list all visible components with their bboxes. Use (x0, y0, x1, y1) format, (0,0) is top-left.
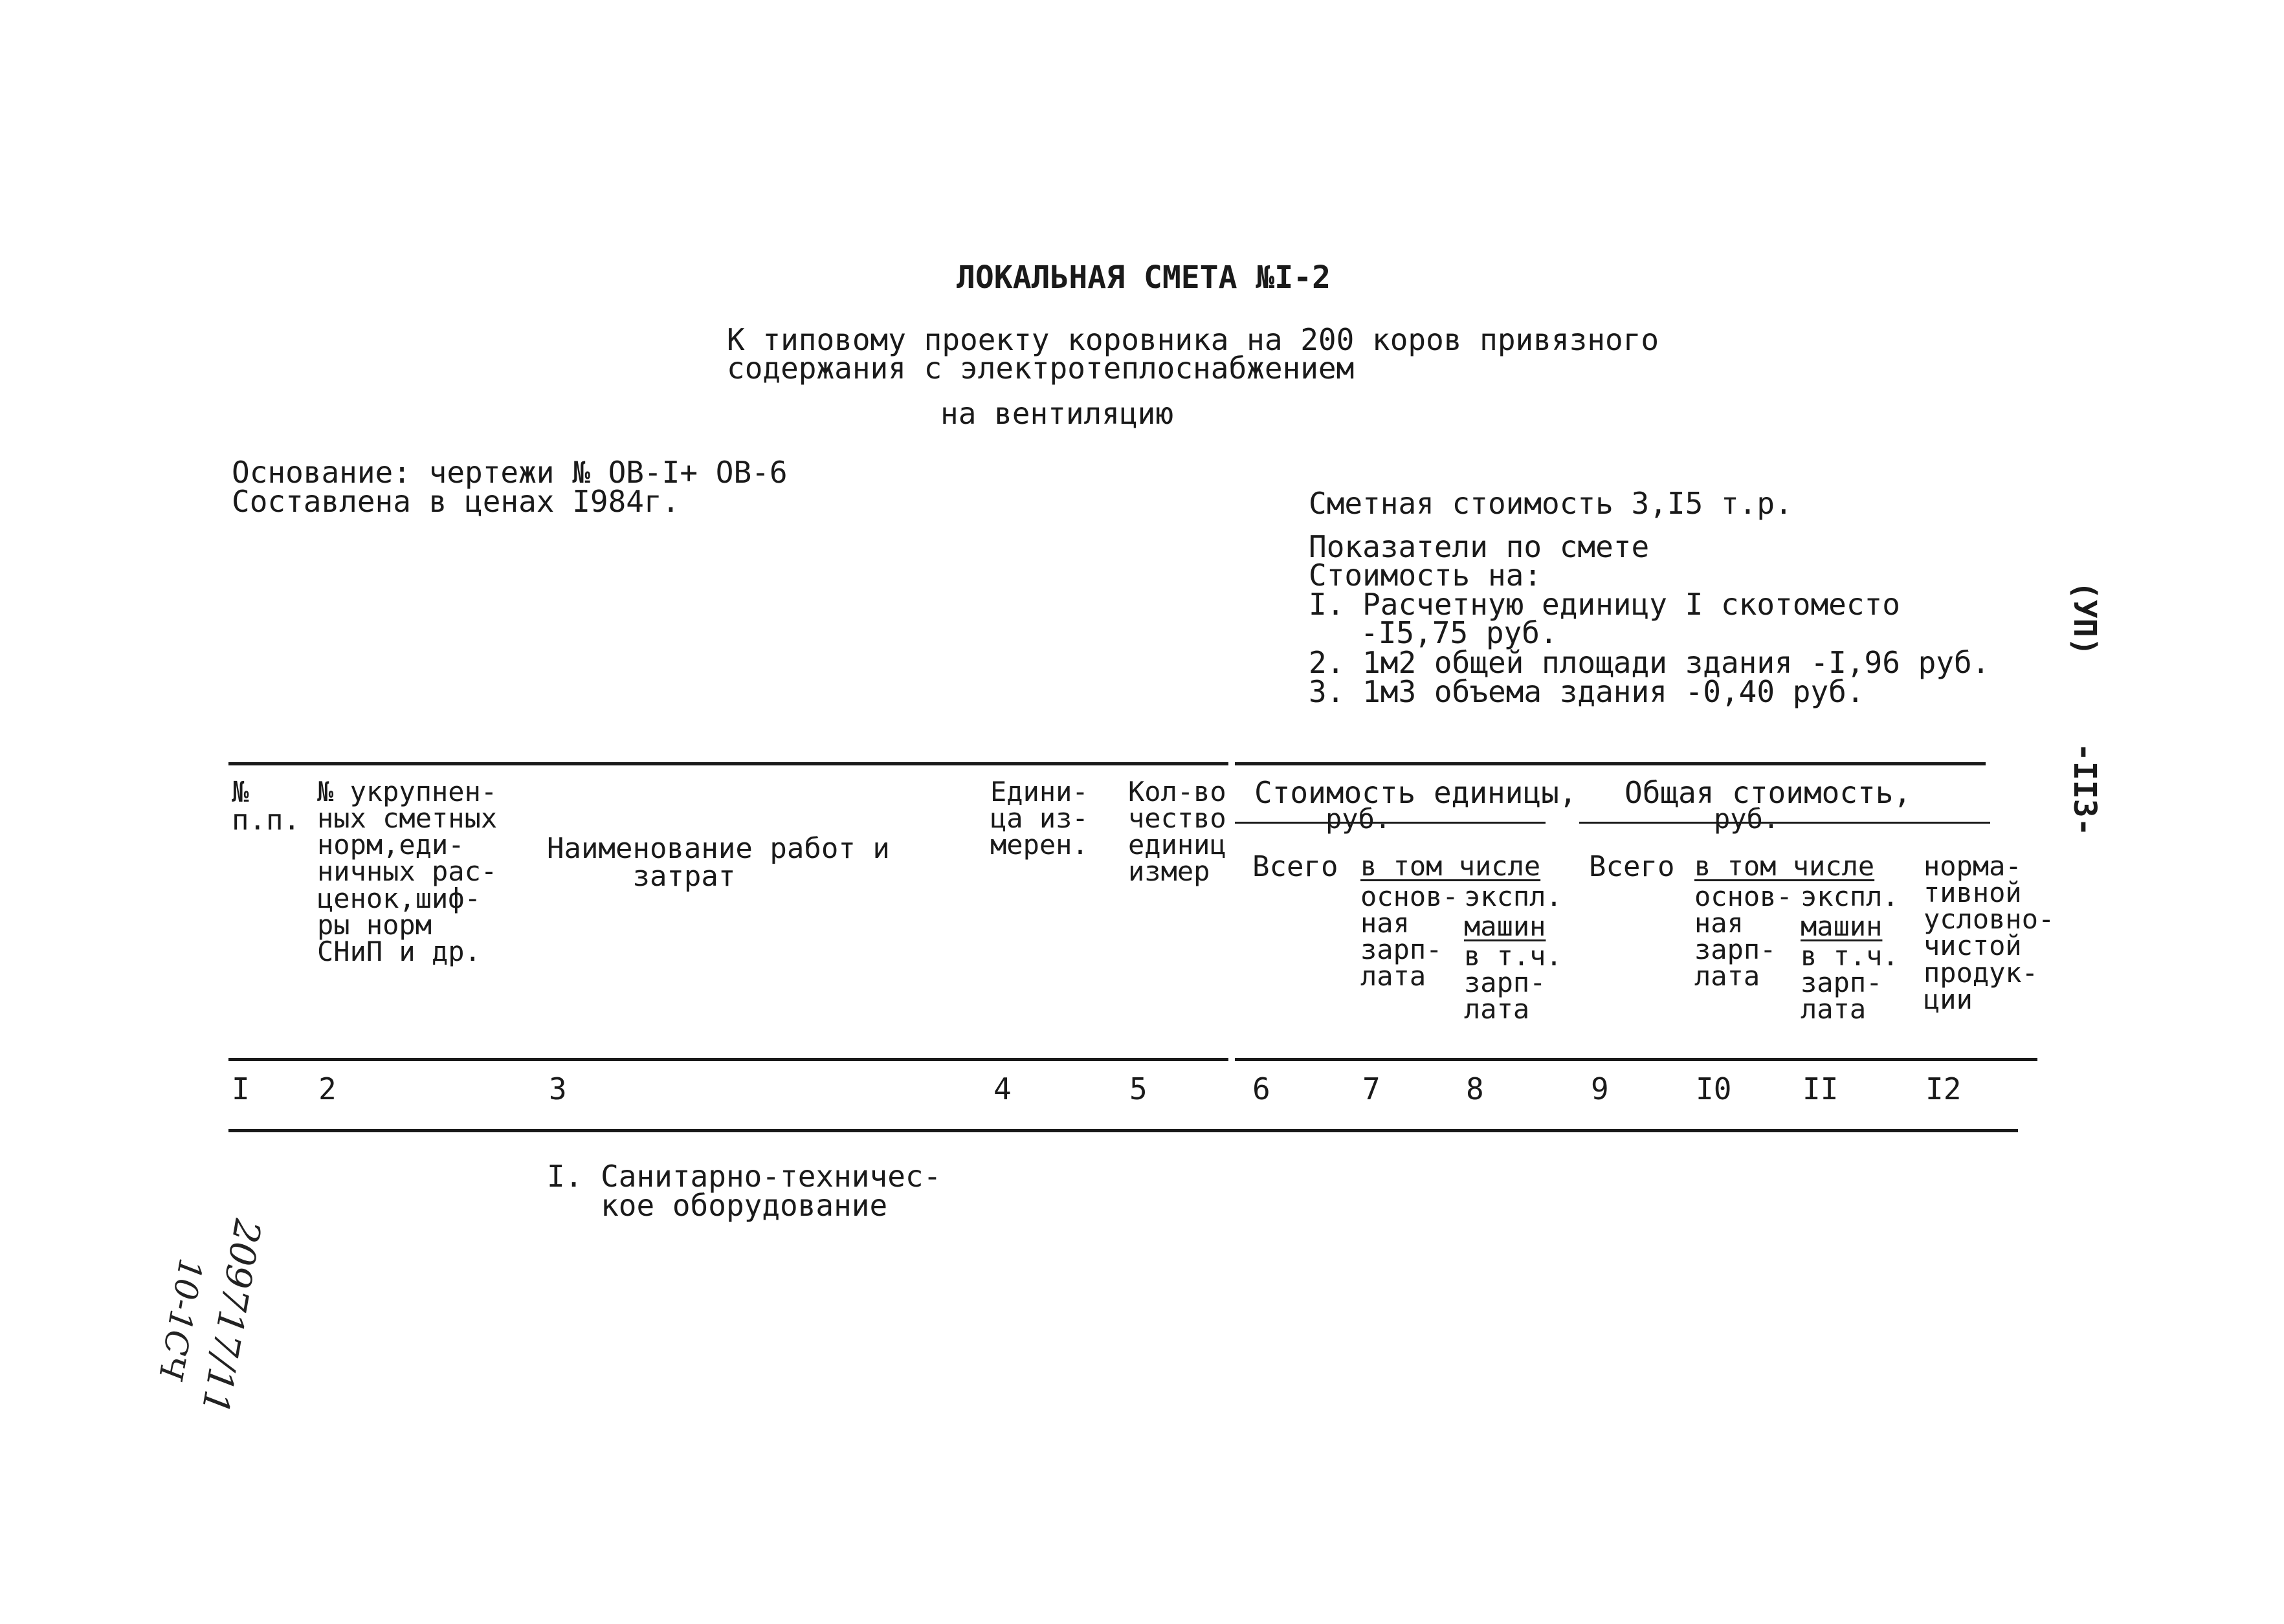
col-num-10: I0 (1696, 1071, 1732, 1106)
col-num-6: 6 (1252, 1071, 1270, 1106)
col-num-3: 3 (549, 1071, 567, 1106)
unit-cost-machine-header: экспл. (1464, 881, 1562, 912)
table-top-rule-right (1235, 762, 1986, 765)
indicator-1-line-1: I. Расчетную единицу I скотоместо (1309, 587, 1900, 622)
side-page-number: -II3- (2067, 743, 2103, 837)
indicator-3: 3. 1м3 объема здания -0,40 руб. (1309, 674, 1865, 709)
total-cost-rub: руб. (1714, 803, 1780, 835)
col-num-12: I2 (1925, 1071, 1962, 1106)
total-cost-machine-underline-label: машин (1801, 910, 1883, 942)
handwritten-inventory-number: 209717/11 (193, 1216, 269, 1418)
basis-line-1: Основание: чертежи № ОВ-I+ ОВ-6 (232, 455, 788, 490)
subtitle-line-1: К типовому проекту коровника на 200 коров привязного (727, 322, 1659, 357)
unit-cost-incl-header: в том числе (1360, 850, 1541, 882)
col-norm-code-header: № укрупнен- ных сметных норм,еди- ничных рас- ценок,шиф- ры норм СНиП и др. (317, 776, 498, 967)
col-num-1: I (232, 1071, 250, 1106)
col-num-5: 5 (1129, 1071, 1148, 1106)
section-heading-line-1: I. Санитарно-техничес- (547, 1159, 942, 1194)
total-cost-machine-wage-header: в т.ч. зарп- лата (1801, 940, 1899, 1026)
subtitle-line-3: на вентиляцию (940, 396, 1174, 431)
numbers-bottom-rule (228, 1129, 2018, 1132)
section-heading-line-2: кое оборудование (547, 1188, 888, 1223)
handwritten-inventory-sub: 10-1СЧ (151, 1255, 210, 1383)
indicator-1-line-2: -I5,75 руб. (1360, 615, 1558, 650)
col-num-8: 8 (1466, 1071, 1484, 1106)
total-cost-header: Общая стоимость, (1624, 775, 1912, 810)
col-num-7: 7 (1362, 1071, 1380, 1106)
header-bottom-rule-right (1235, 1058, 2037, 1061)
col-net-product-header: норма- тивной условно- чистой продук- ции (1924, 850, 2055, 1015)
table-top-rule-left (228, 762, 1228, 765)
col-num-11: II (1802, 1071, 1839, 1106)
col-num-9: 9 (1591, 1071, 1609, 1106)
col-unit-header: Едини- ца из- мерен. (990, 776, 1089, 861)
unit-cost-basic-wage-header: основ- ная зарп- лата (1360, 881, 1459, 993)
indicators-sub: Стоимость на: (1309, 558, 1542, 593)
total-cost-underline (1579, 822, 1990, 824)
side-code: (УП) (2067, 581, 2103, 656)
total-cost-total-header: Всего (1589, 850, 1675, 883)
indicator-2: 2. 1м2 общей площади здания -I,96 руб. (1309, 645, 1990, 680)
col-num-4: 4 (993, 1071, 1012, 1106)
document-title: ЛОКАЛЬНАЯ СМЕТА №I-2 (957, 259, 1331, 296)
estimate-cost: Сметная стоимость 3,I5 т.р. (1309, 486, 1793, 521)
unit-cost-machine-underline-label: машин (1464, 910, 1546, 942)
unit-cost-rub: руб. (1325, 803, 1391, 835)
col-number-header: № п.п. (232, 776, 300, 837)
col-work-name-header: Наименование работ и затрат (547, 832, 890, 894)
col-num-2: 2 (318, 1071, 337, 1106)
basis-line-2: Составлена в ценах I984г. (232, 484, 680, 519)
total-cost-machine-header: экспл. (1801, 881, 1899, 912)
unit-cost-total-header: Всего (1252, 850, 1338, 883)
unit-cost-machine-wage-header: в т.ч. зарп- лата (1464, 940, 1562, 1026)
header-bottom-rule-left (228, 1058, 1228, 1061)
unit-cost-header: Стоимость единицы, (1254, 775, 1577, 810)
indicators-title: Показатели по смете (1309, 529, 1650, 564)
total-cost-incl-header: в том числе (1694, 850, 1875, 882)
subtitle-line-2: содержания с электротеплоснабжением (727, 351, 1355, 386)
col-quantity-header: Кол-во чество единиц измер (1128, 776, 1226, 888)
total-cost-basic-wage-header: основ- ная зарп- лата (1694, 881, 1793, 993)
